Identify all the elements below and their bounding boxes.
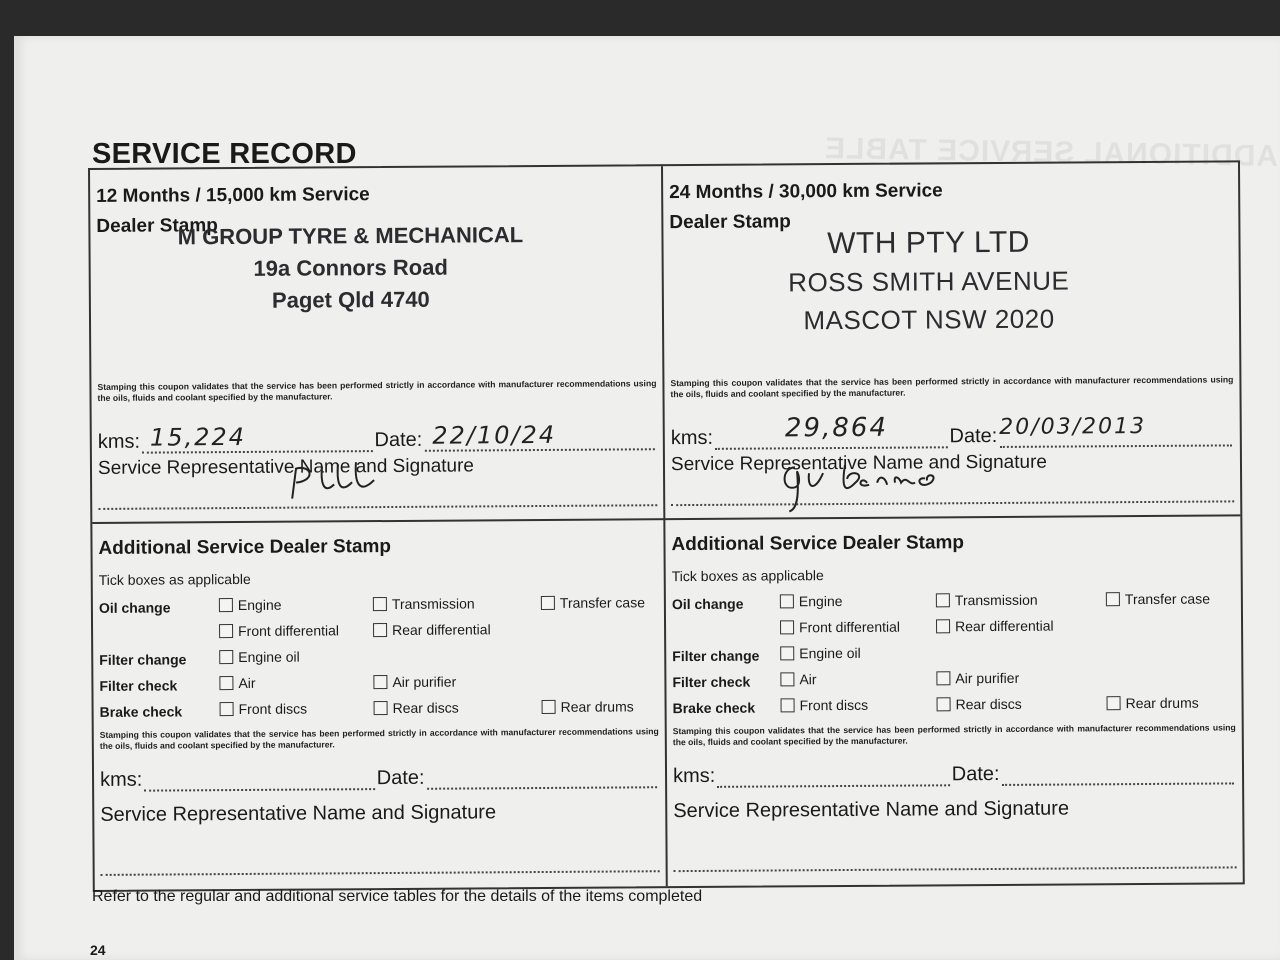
checkbox-box[interactable] bbox=[373, 623, 387, 637]
footer-note: Refer to the regular and additional service tables for the details of the items completed bbox=[92, 888, 703, 905]
service-record-grid bbox=[88, 160, 1245, 892]
show-through-text: ADDITIONAL SERVICE TABLE bbox=[823, 132, 1279, 173]
checkbox-label: Air purifier bbox=[955, 669, 1020, 687]
checkbox-label: Front differential bbox=[799, 618, 901, 636]
validation-fine-print: Stamping this coupon validates that the service has been performed strictly in accordance with manufacturer recommendations using the oils, fluids and coolant specified by the manufacturer. bbox=[97, 378, 657, 403]
checkbox-engine-oil[interactable] bbox=[219, 649, 300, 666]
checkbox-front-discs[interactable] bbox=[220, 701, 308, 718]
checkbox-transfer-case[interactable] bbox=[541, 594, 645, 611]
checkbox-box[interactable] bbox=[781, 698, 795, 712]
date-handwritten: 22/10/24 bbox=[432, 420, 557, 450]
service-12-month-cell bbox=[90, 166, 663, 522]
checkbox-label: Engine oil bbox=[238, 648, 300, 666]
checkbox-air[interactable] bbox=[219, 675, 255, 691]
kms-date-row bbox=[673, 758, 1236, 788]
checkbox-engine[interactable] bbox=[780, 593, 843, 609]
dealer-stamp bbox=[150, 219, 551, 318]
signature-label: Service Representative Name and Signature bbox=[673, 797, 1070, 823]
date-label: Date: bbox=[376, 766, 425, 790]
checkbox-box[interactable] bbox=[780, 672, 794, 686]
kms-field[interactable] bbox=[144, 770, 375, 792]
checkbox-label: Transfer case bbox=[1124, 590, 1211, 608]
kms-label: kms: bbox=[672, 764, 716, 788]
checkbox-transfer-case[interactable] bbox=[1106, 591, 1210, 608]
row-label-oil-change: Oil change bbox=[671, 595, 744, 613]
handwritten-signature bbox=[775, 454, 965, 515]
checkbox-label: Air purifier bbox=[392, 673, 457, 690]
checkbox-label: Air bbox=[799, 671, 817, 688]
validation-fine-print: Stamping this coupon validates that the service has been performed strictly in accordance with manufacturer recommendations using the oils, fluids and coolant specified by the manufacturer. bbox=[99, 726, 659, 751]
checkbox-box[interactable] bbox=[541, 596, 555, 610]
kms-handwritten: 15,224 bbox=[149, 422, 247, 452]
row-label-oil-change: Oil change bbox=[98, 599, 171, 616]
kms-label: kms: bbox=[97, 430, 141, 453]
checkbox-box[interactable] bbox=[374, 701, 388, 715]
checkbox-box[interactable] bbox=[373, 675, 387, 689]
service-heading: 24 Months / 30,000 km Service bbox=[669, 180, 943, 204]
kms-date-row bbox=[97, 420, 657, 454]
checkbox-engine[interactable] bbox=[219, 597, 282, 613]
additional-service-heading: Additional Service Dealer Stamp bbox=[671, 532, 965, 556]
signature-label: Service Representative Name and Signature bbox=[100, 801, 497, 826]
checkbox-label: Rear differential bbox=[392, 621, 491, 638]
checkbox-box[interactable] bbox=[219, 598, 233, 612]
checkbox-rear-discs[interactable] bbox=[937, 696, 1022, 713]
date-label: Date: bbox=[374, 428, 423, 452]
row-label-filter-change: Filter change bbox=[99, 651, 187, 668]
checkbox-air-purifier[interactable] bbox=[373, 674, 456, 691]
signature-field[interactable] bbox=[101, 870, 660, 876]
checkbox-label: Rear discs bbox=[955, 695, 1022, 713]
checkbox-front-differential[interactable] bbox=[780, 619, 900, 636]
checkbox-label: Front differential bbox=[238, 622, 340, 640]
checkbox-rear-differential[interactable] bbox=[373, 621, 491, 638]
signature-label: Service Representative Name and Signature bbox=[97, 455, 475, 479]
checkbox-box[interactable] bbox=[373, 597, 387, 611]
date-handwritten: 20/03/2013 bbox=[999, 413, 1147, 440]
checkbox-label: Engine bbox=[798, 593, 843, 610]
checkbox-box[interactable] bbox=[1107, 696, 1121, 710]
checkbox-label: Engine bbox=[237, 596, 282, 614]
row-label-brake-check: Brake check bbox=[99, 703, 183, 720]
date-label: Date: bbox=[951, 762, 1000, 786]
checkbox-rear-differential[interactable] bbox=[936, 618, 1054, 635]
tick-instruction: Tick boxes as applicable bbox=[98, 570, 251, 588]
checkbox-label: Engine oil bbox=[799, 644, 861, 662]
additional-service-heading: Additional Service Dealer Stamp bbox=[98, 535, 392, 559]
dealer-stamp-label: Dealer Stamp bbox=[96, 215, 218, 237]
checkbox-label: Rear drums bbox=[560, 698, 634, 715]
stamp-line: WTH PTY LTD bbox=[827, 225, 1030, 261]
checkbox-air[interactable] bbox=[780, 671, 816, 687]
checkbox-rear-discs[interactable] bbox=[374, 700, 459, 717]
date-field[interactable] bbox=[424, 420, 655, 452]
checkbox-box[interactable] bbox=[780, 646, 794, 660]
date-field[interactable] bbox=[1002, 764, 1235, 786]
service-24-month-cell bbox=[663, 162, 1240, 518]
stamp-line: ROSS SMITH AVENUE bbox=[788, 265, 1070, 298]
page-number: 24 bbox=[90, 942, 106, 958]
row-label-filter-check: Filter check bbox=[672, 673, 751, 691]
service-heading: 12 Months / 15,000 km Service bbox=[96, 184, 370, 207]
row-label-filter-change: Filter change bbox=[672, 647, 760, 665]
kms-field[interactable] bbox=[715, 412, 948, 450]
checkbox-box[interactable] bbox=[220, 702, 234, 716]
page-title: SERVICE RECORD bbox=[92, 138, 357, 170]
checkbox-box[interactable] bbox=[937, 697, 951, 711]
checkbox-box[interactable] bbox=[936, 671, 950, 685]
checkbox-label: Front discs bbox=[238, 700, 308, 718]
checkbox-box[interactable] bbox=[219, 676, 233, 690]
checkbox-engine-oil[interactable] bbox=[780, 645, 861, 662]
checkbox-label: Rear differential bbox=[955, 617, 1054, 635]
dealer-stamp bbox=[723, 223, 1134, 340]
checkbox-label: Rear discs bbox=[392, 699, 459, 716]
date-label: Date: bbox=[949, 424, 998, 448]
handwritten-signature bbox=[282, 458, 392, 509]
stamp-line: MASCOT NSW 2020 bbox=[803, 303, 1055, 336]
kms-field[interactable] bbox=[717, 766, 950, 788]
checkbox-box[interactable] bbox=[219, 650, 233, 664]
checkbox-label: Rear drums bbox=[1125, 694, 1199, 712]
checkbox-label: Transmission bbox=[391, 595, 475, 612]
checkbox-box[interactable] bbox=[219, 624, 233, 638]
stamp-line: 19a Connors Road bbox=[253, 254, 448, 281]
kms-label: kms: bbox=[99, 768, 143, 791]
validation-fine-print: Stamping this coupon validates that the service has been performed strictly in accordance with manufacturer recommendations using the oils, fluids and coolant specified by the manufacturer. bbox=[670, 374, 1234, 400]
checkbox-box[interactable] bbox=[936, 593, 950, 607]
row-label-filter-check: Filter check bbox=[99, 677, 178, 694]
checkbox-label: Transfer case bbox=[559, 594, 646, 611]
kms-date-row bbox=[670, 412, 1234, 450]
signature-label: Service Representative Name and Signature bbox=[670, 451, 1048, 476]
checkbox-box[interactable] bbox=[780, 594, 794, 608]
stamp-line: M GROUP TYRE & MECHANICAL bbox=[177, 222, 524, 250]
signature-field[interactable] bbox=[674, 866, 1237, 872]
checkbox-rear-drums[interactable] bbox=[1107, 695, 1199, 712]
checkbox-label: Air bbox=[238, 674, 256, 692]
checkbox-label: Transmission bbox=[954, 591, 1038, 609]
dealer-stamp-label: Dealer Stamp bbox=[669, 211, 791, 234]
kms-date-row bbox=[100, 762, 659, 792]
stamp-line: Paget Qld 4740 bbox=[271, 286, 430, 313]
checkbox-label: Front discs bbox=[799, 696, 869, 714]
date-field[interactable] bbox=[427, 768, 658, 790]
validation-fine-print: Stamping this coupon validates that the service has been performed strictly in accordance with manufacturer recommendations using the oils, fluids and coolant specified by the manufacturer. bbox=[672, 722, 1236, 748]
checkbox-box[interactable] bbox=[542, 700, 556, 714]
checkbox-rear-drums[interactable] bbox=[542, 698, 634, 715]
checkbox-air-purifier[interactable] bbox=[936, 670, 1019, 687]
kms-field[interactable] bbox=[142, 422, 373, 454]
additional-service-cell-right bbox=[665, 516, 1242, 886]
kms-handwritten: 29,864 bbox=[784, 412, 889, 444]
additional-service-cell-left bbox=[92, 520, 665, 890]
checkbox-box[interactable] bbox=[936, 619, 950, 633]
checkbox-box[interactable] bbox=[780, 620, 794, 634]
row-label-brake-check: Brake check bbox=[672, 699, 756, 717]
date-field[interactable] bbox=[999, 413, 1232, 448]
tick-instruction: Tick boxes as applicable bbox=[671, 567, 824, 585]
checkbox-transmission[interactable] bbox=[373, 595, 475, 612]
checkbox-front-differential[interactable] bbox=[219, 622, 339, 639]
kms-label: kms: bbox=[670, 426, 714, 450]
checkbox-box[interactable] bbox=[1106, 592, 1120, 606]
checkbox-front-discs[interactable] bbox=[781, 697, 869, 714]
checkbox-transmission[interactable] bbox=[936, 592, 1038, 609]
